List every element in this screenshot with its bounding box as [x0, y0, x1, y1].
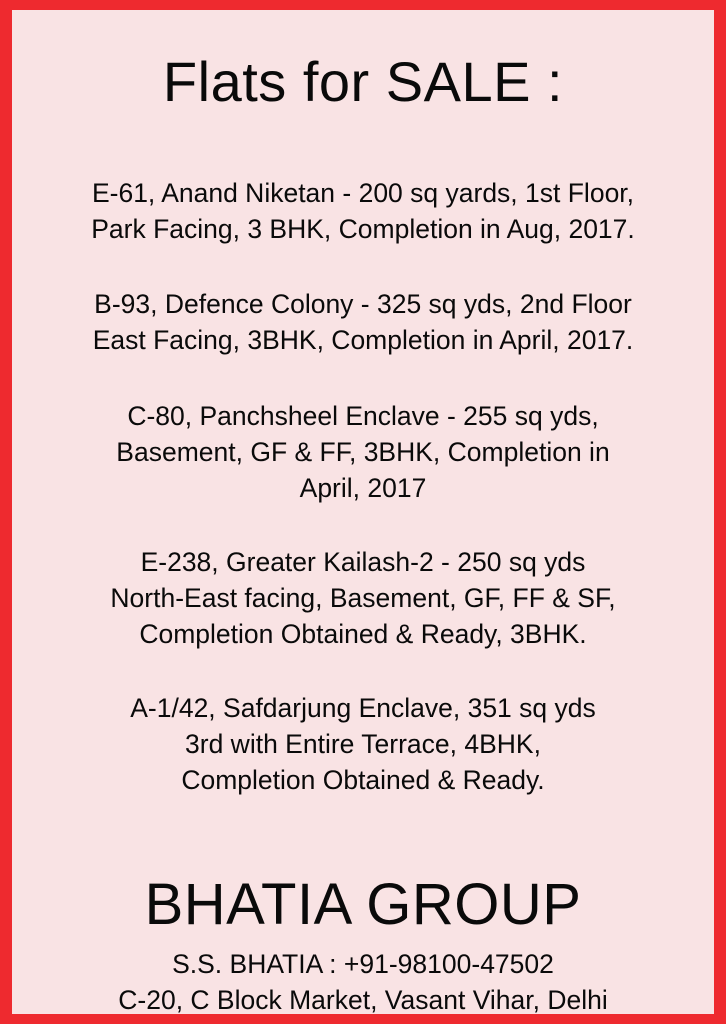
- contact-address: C-20, C Block Market, Vasant Vihar, Delhi: [118, 985, 608, 1015]
- contact-block: [12, 946, 714, 1018]
- listing-line: B-93, Defence Colony - 325 sq yds, 2nd Floor: [94, 289, 632, 319]
- listing-line: April, 2017: [299, 473, 427, 503]
- listing-line: E-238, Greater Kailash-2 - 250 sq yds: [140, 547, 586, 577]
- listing-line: E-61, Anand Niketan - 200 sq yards, 1st Floor,: [91, 178, 635, 208]
- poster-title: Flats for SALE :: [162, 50, 564, 113]
- listing-line: C-80, Panchsheel Enclave - 255 sq yds,: [127, 401, 599, 431]
- company-name: BHATIA GROUP: [144, 872, 582, 937]
- listing-e61-anand-niketan: [12, 175, 714, 247]
- listing-b93-defence-colony: [12, 286, 714, 358]
- sale-poster: [12, 10, 714, 1014]
- listing-e238-greater-kailash: [12, 544, 714, 652]
- listing-line: North-East facing, Basement, GF, FF & SF,: [110, 583, 616, 613]
- listing-line: Completion Obtained & Ready.: [181, 765, 545, 795]
- contact-phone: S.S. BHATIA : +91-98100-47502: [172, 949, 554, 979]
- listing-line: Basement, GF & FF, 3BHK, Completion in: [116, 437, 610, 467]
- listing-line: 3rd with Entire Terrace, 4BHK,: [185, 729, 541, 759]
- listing-a1-42-safdarjung-enclave: [12, 690, 714, 798]
- listing-line: Park Facing, 3 BHK, Completion in Aug, 2017.: [91, 214, 635, 244]
- listing-line: A-1/42, Safdarjung Enclave, 351 sq yds: [130, 693, 596, 723]
- listing-c80-panchsheel-enclave: [12, 398, 714, 506]
- listing-line: East Facing, 3BHK, Completion in April, 2017.: [92, 325, 634, 355]
- listing-line: Completion Obtained & Ready, 3BHK.: [139, 619, 587, 649]
